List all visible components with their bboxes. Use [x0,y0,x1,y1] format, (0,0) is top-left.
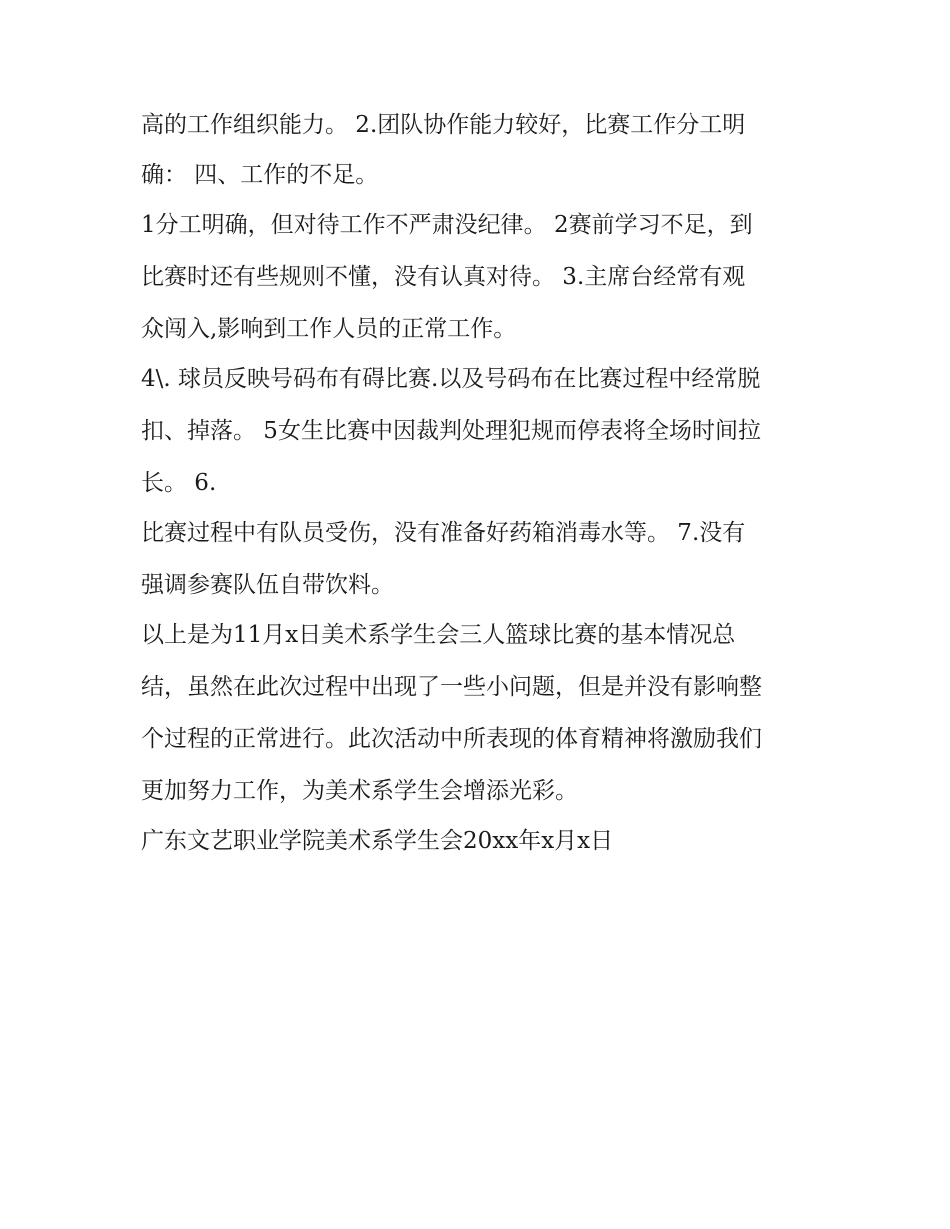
text-line: 个过程的正常进行。此次活动中所表现的体育精神将激励我们 [141,726,762,752]
text-line: 结，虽然在此次过程中出现了一些小问题，但是并没有影响整 [141,674,762,700]
text-line: 4\. 球员反映号码布有碍比赛.以及号码布在比赛过程中经常脱 [141,366,761,392]
text-line: 扣、掉落。 5女生比赛中因裁判处理犯规而停表将全场时间拉 [141,418,761,444]
text-line: 众闯入,影响到工作人员的正常工作。 [141,316,517,342]
text-line: 以上是为11月x日美术系学生会三人篮球比赛的基本情况总 [141,622,736,648]
paragraph-strengths [141,110,831,190]
paragraph-injury-issues [141,518,831,600]
text-line: 高的工作组织能力。 2.团队协作能力较好，比赛工作分工明 [141,112,746,138]
paragraph-shortcomings [141,210,831,344]
text-line: 1分工明确，但对待工作不严肃没纪律。 2赛前学习不足，到 [141,212,753,238]
text-line: 广东文艺职业学院美术系学生会20xx年x月x日 [141,828,614,854]
text-line: 长。 6. [141,470,217,496]
paragraph-conclusion [141,620,831,806]
text-line: 更加努力工作，为美术系学生会增添光彩。 [141,778,578,804]
text-line: 强调参赛队伍自带饮料。 [141,572,394,598]
text-line: 确： 四、工作的不足。 [141,162,379,188]
document-body [141,110,831,856]
paragraph-jersey-issues [141,364,831,498]
text-line: 比赛过程中有队员受伤，没有准备好药箱消毒水等。 7.没有 [141,520,746,546]
signature-line [141,826,831,856]
text-line: 比赛时还有些规则不懂，没有认真对待。 3.主席台经常有观 [141,264,746,290]
